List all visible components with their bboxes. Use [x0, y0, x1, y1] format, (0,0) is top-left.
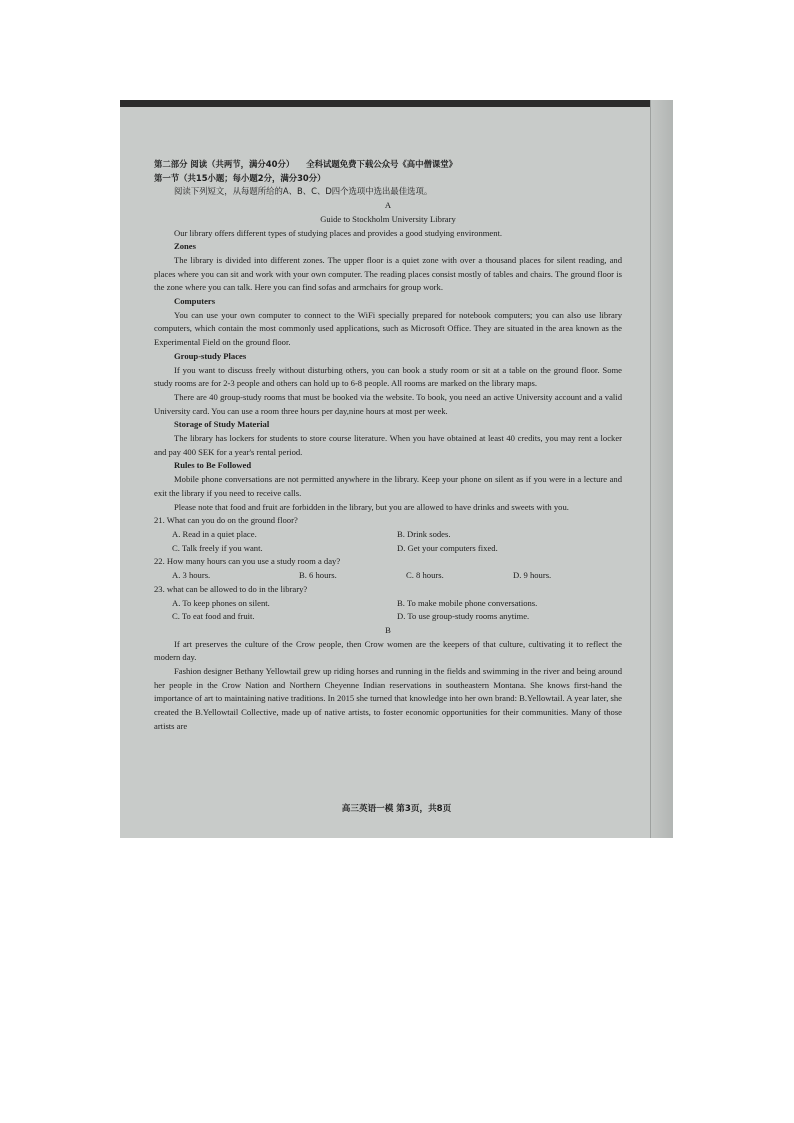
- option-c: C. Talk freely if you want.: [172, 542, 263, 553]
- zones-heading: Zones: [174, 241, 196, 252]
- option-a: A. Read in a quiet place.: [172, 528, 257, 539]
- question-21: [154, 514, 622, 555]
- part-title: 第二部分 阅读（共两节，满分40分）: [154, 159, 295, 169]
- option-d: D. Get your computers fixed.: [397, 542, 498, 553]
- passage-a-intro: Our library offers different types of studying places and provides a good studying environment.: [174, 227, 503, 238]
- question-stem: 22. How many hours can you use a study room a day?: [154, 556, 341, 567]
- part-header: [154, 158, 622, 172]
- question-stem: 23. what can be allowed to do in the library?: [154, 583, 308, 594]
- rules-text-1: Mobile phone conversations are not permitted anywhere in the library. Keep your phone on silent as if you were in a lecture and exit the library if you need to receive calls.: [154, 474, 622, 498]
- option-b: B. 6 hours.: [299, 570, 337, 581]
- option-c: C. 8 hours.: [406, 570, 444, 581]
- option-a: A. 3 hours.: [172, 570, 211, 581]
- zones-text: The library is divided into different zones. The upper floor is a quiet zone with over a thousand places for silent reading, and places where you can sit and work with your own computer. The reading places consist mostly of tables and chairs. The ground floor is the zone where you can talk. Here you can find sofas and armchairs for group work.: [154, 254, 622, 293]
- option-d: D. To use group-study rooms anytime.: [397, 611, 530, 622]
- passage-b-para-2: Fashion designer Bethany Yellowtail grew up riding horses and running in the fields and swimming in the river and being around her people in the Crow Nation and Northern Cheyenne Indian reservations in southeastern Montana. She knows first-hand the importance of art to maintaining native traditions. In 2015 she turned that knowledge into her own brand: B.Yellowtail. A year later, she created the B.Yellowtail Collective, made up of native artists, to foster economic opportunities for their communities. Many of those artists are: [154, 666, 622, 731]
- option-d: D. 9 hours.: [513, 570, 552, 581]
- computers-text: You can use your own computer to connect to the WiFi specially prepared for notebook computers; you can also use library computers, which contain the most commonly used applications, such as Microsoft Office. They are situated in the area known as the Experimental Field on the ground floor.: [154, 309, 622, 348]
- storage-heading: Storage of Study Material: [174, 419, 270, 430]
- photo-top-edge: [120, 100, 673, 107]
- exam-page-content: [154, 158, 622, 734]
- instruction: 阅读下列短文，从每题所给的A、B、C、D四个选项中选出最佳选项。: [174, 186, 433, 197]
- computers-heading: Computers: [174, 296, 216, 307]
- group-heading: Group-study Places: [174, 350, 247, 361]
- group-text-1: If you want to discuss freely without disturbing others, you can book a study room or sit at a table on the ground floor. Some study rooms are for 2-3 people and others can hold up to 6-8 people. All rooms are marked on the library maps.: [154, 364, 622, 389]
- download-note: 全科试题免费下载公众号《高中僧课堂》: [306, 159, 457, 169]
- rules-heading: Rules to Be Followed: [174, 460, 252, 471]
- option-b: B. To make mobile phone conversations.: [397, 597, 538, 608]
- passage-a-letter: A: [384, 200, 392, 211]
- section-header: 第一节（共15小题；每小题2分，满分30分）: [154, 172, 326, 183]
- option-b: B. Drink sodes.: [397, 528, 451, 539]
- option-c: C. To eat food and fruit.: [172, 611, 255, 622]
- question-stem: 21. What can you do on the ground floor?: [154, 515, 298, 526]
- option-a: A. To keep phones on silent.: [172, 597, 270, 608]
- question-22: [154, 555, 622, 582]
- page-footer: 高三英语一模 第3页，共8页: [341, 804, 452, 814]
- photo-right-edge: [650, 100, 673, 838]
- group-text-2: There are 40 group-study rooms that must be booked via the website. To book, you need an active University account and a valid University card. You can use a room three hours per day,nine hours at most per week.: [154, 391, 622, 416]
- passage-b-para-1: If art preserves the culture of the Crow people, then Crow women are the keepers of that culture, cultivating it to reflect the modern day.: [154, 638, 622, 663]
- storage-text: The library has lockers for students to store course literature. When you have obtained at least 40 credits, you may rent a locker and pay 400 SEK for a year's rental period.: [154, 433, 622, 457]
- question-23: [154, 583, 622, 624]
- passage-a-title: Guide to Stockholm University Library: [320, 213, 456, 224]
- rules-text-2: Please note that food and fruit are forbidden in the library, but you are allowed to have drinks and sweets with you.: [174, 501, 569, 512]
- passage-b-letter: B: [385, 624, 391, 635]
